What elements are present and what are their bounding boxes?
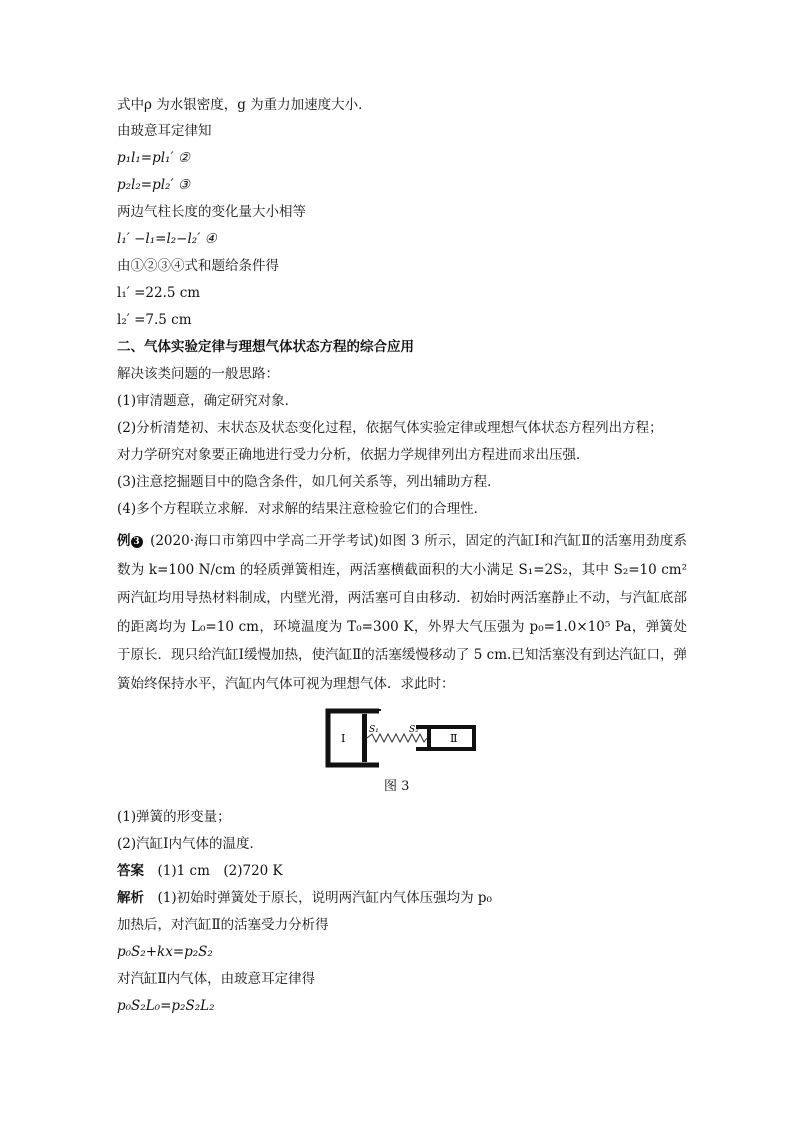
piston-s1 bbox=[362, 714, 367, 762]
text-line: 式中ρ 为水银密度，g 为重力加速度大小． bbox=[117, 97, 372, 113]
text-line: 两边气柱长度的变化量大小相等 bbox=[117, 204, 306, 220]
figure-caption: 图 3 bbox=[384, 779, 410, 794]
example-source: (2020·海口市第四中学高二开学考试) bbox=[150, 533, 379, 549]
equation: p₀S₂L₀=p₂S₂L₂ bbox=[117, 998, 215, 1014]
cylinder-figure bbox=[324, 707, 494, 769]
text-line: 对力学研究对象要正确地进行受力分析，依据力学规律列出方程进而求出压强． bbox=[117, 447, 590, 463]
s2-label: S₂ bbox=[409, 725, 419, 735]
analysis-text: (1)初始时弹簧处于原长，说明两汽缸内气体压强均为 p₀ bbox=[157, 890, 492, 906]
equation: l₂′ =7.5 cm bbox=[117, 312, 192, 328]
answer-text: (1)1 cm (2)720 K bbox=[157, 863, 283, 879]
text-line: 解决该类问题的一般思路： bbox=[117, 366, 279, 382]
example-label: 例 bbox=[117, 533, 131, 549]
analysis-label: 解析 bbox=[117, 890, 144, 906]
equation: p₂l₂=pl₂′ ③ bbox=[117, 177, 190, 193]
section-heading: 二、气体实验定律与理想气体状态方程的综合应用 bbox=[117, 339, 414, 355]
answer-label: 答案 bbox=[117, 863, 144, 879]
list-item: (2)分析清楚初、末状态及状态变化过程，依据气体实验定律或理想气体状态方程列出方程； bbox=[117, 420, 663, 436]
example-number-badge: 3 bbox=[131, 536, 143, 548]
spring bbox=[367, 734, 427, 742]
cylinder-1-wall bbox=[328, 711, 379, 765]
s1-label: S₁ bbox=[369, 725, 379, 735]
cylinder-1-label: Ⅰ bbox=[341, 732, 346, 745]
list-item: (3)注意挖掘题目中的隐含条件，如几何关系等，列出辅助方程． bbox=[117, 474, 501, 490]
example-paragraph bbox=[117, 527, 687, 698]
example-text: 如图 3 所示，固定的汽缸Ⅰ和汽缸Ⅱ的活塞用劲度系数为 k=100 N/cm 的轻质弹簧相连，两活塞横截面积的大小满足 S₁=2S₂，其中 S₂=10 cm²两汽缸均用导热材料制成，内壁光滑，两活塞可自由移动．初始时两活塞静止不动，与汽缸底部的距离均为 L₀=10 cm，环境温度为 T₀=300 K，外界大气压强为 p₀=1.0×10⁵ Pa，弹簧处于原长．现只给汽缸Ⅰ缓慢加热，使汽缸Ⅱ的活塞缓慢移动了 5 cm.已知活塞没有到达汽缸口，弹簧始终保持水平，汽缸内气体可视为理想气体．求此时： bbox=[117, 533, 687, 692]
list-item: (1)审清题意，确定研究对象． bbox=[117, 393, 299, 409]
question-2: (2)汽缸Ⅰ内气体的温度． bbox=[117, 836, 263, 852]
equation: l₁′ =22.5 cm bbox=[117, 285, 201, 301]
question-1: (1)弹簧的形变量； bbox=[117, 809, 231, 825]
list-item: (4)多个方程联立求解．对求解的结果注意检验它们的合理性． bbox=[117, 501, 488, 517]
analysis-line bbox=[117, 888, 492, 908]
text-line: 由①②③④式和题给条件得 bbox=[117, 258, 279, 274]
equation: l₁′ −l₁=l₂−l₂′ ④ bbox=[117, 231, 217, 247]
text-line: 由玻意耳定律知 bbox=[117, 123, 212, 139]
equation: p₀S₂+kx=p₂S₂ bbox=[117, 944, 213, 960]
equation: p₁l₁=pl₁′ ② bbox=[117, 150, 190, 166]
text-line: 加热后，对汽缸Ⅱ的活塞受力分析得 bbox=[117, 917, 329, 933]
cylinder-2-label: Ⅱ bbox=[450, 732, 458, 745]
text-line: 对汽缸Ⅱ内气体，由玻意耳定律得 bbox=[117, 971, 316, 987]
piston-s2 bbox=[427, 729, 431, 747]
cylinder-2-wall bbox=[416, 727, 474, 749]
answer-line bbox=[117, 861, 283, 881]
